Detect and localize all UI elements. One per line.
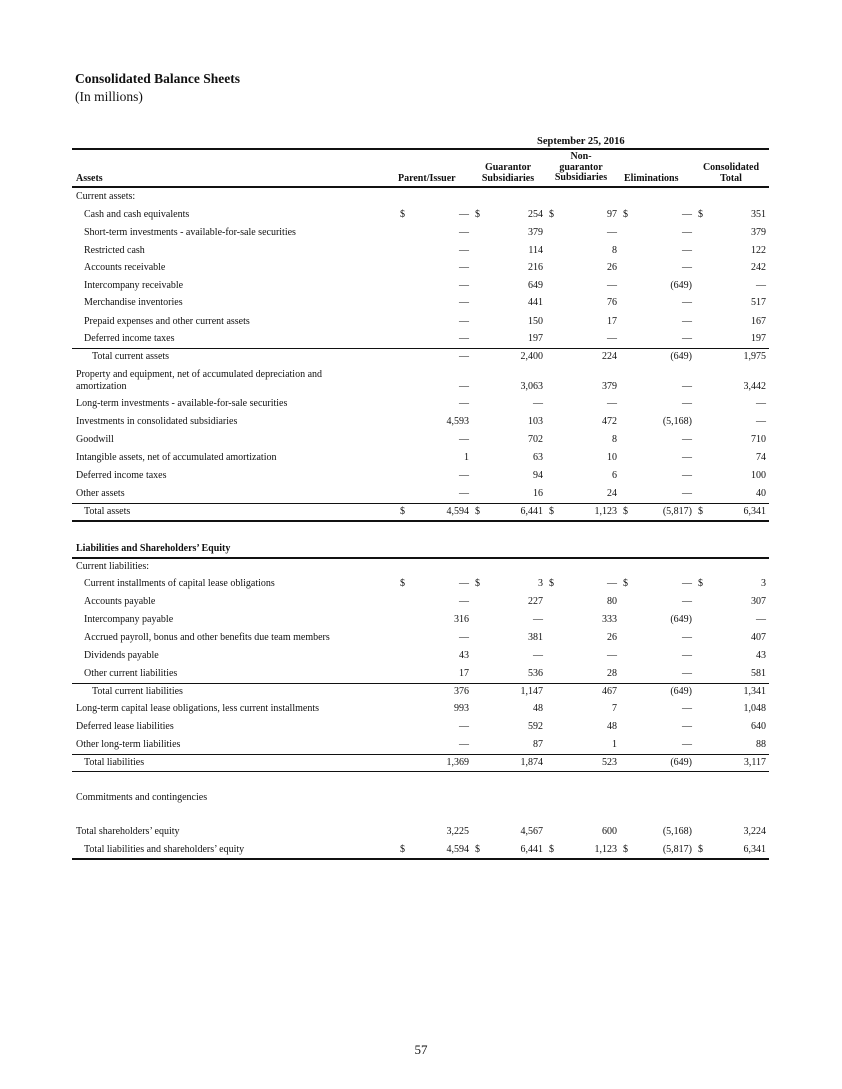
row-value: —: [682, 488, 692, 499]
column-header-nonguarantor: [550, 152, 612, 184]
dollar-sign: $: [549, 578, 554, 589]
row-value: —: [682, 632, 692, 643]
row-label: Cash and cash equivalents: [84, 209, 190, 220]
row-label: Intercompany receivable: [84, 280, 184, 291]
row-value: 536: [528, 668, 543, 679]
dollar-sign: $: [549, 844, 554, 855]
row-label: Current assets:: [76, 191, 136, 202]
row-value: —: [682, 578, 692, 589]
dollar-sign: $: [698, 506, 703, 517]
row-value: 381: [528, 632, 543, 643]
row-value: 4,594: [446, 506, 469, 517]
rule-before-total-current-liabilities: [72, 683, 769, 684]
row-label: Property and equipment, net of accumulated depreciation and amortization: [76, 369, 323, 392]
row-value: 63: [533, 452, 543, 463]
row-value: 216: [528, 262, 543, 273]
row-value: —: [682, 245, 692, 256]
row-value: —: [459, 262, 469, 273]
column-header-consolidated-line2: Total: [720, 172, 742, 184]
row-value: —: [607, 650, 617, 661]
row-label: Current liabilities:: [76, 561, 150, 572]
row-value: 4,594: [446, 844, 469, 855]
row-value: 1,123: [594, 844, 617, 855]
row-value: —: [533, 650, 543, 661]
row-value: 3,224: [743, 826, 766, 837]
row-value: 43: [459, 650, 469, 661]
row-label: Total liabilities: [84, 757, 145, 768]
row-value: 1,975: [743, 351, 766, 362]
row-value: (649): [670, 614, 692, 625]
row-label: Prepaid expenses and other current assets: [84, 316, 250, 327]
row-value: —: [459, 333, 469, 344]
row-value: 379: [602, 381, 617, 392]
row-value: 649: [528, 280, 543, 291]
row-value: —: [459, 632, 469, 643]
row-value: —: [682, 398, 692, 409]
row-value: —: [756, 398, 766, 409]
row-value: 467: [602, 686, 617, 697]
row-label: Deferred income taxes: [76, 470, 167, 481]
column-header-nonguarantor-line1: Non-: [570, 151, 592, 162]
column-header-parent: Parent/Issuer: [398, 173, 456, 184]
dollar-sign: $: [475, 209, 480, 220]
row-value: 3: [761, 578, 766, 589]
row-label: Investments in consolidated subsidiaries: [76, 416, 238, 427]
row-value: —: [682, 316, 692, 327]
row-value: —: [459, 488, 469, 499]
row-value: 48: [607, 721, 617, 732]
row-value: 76: [607, 297, 617, 308]
row-value: —: [682, 209, 692, 220]
row-value: —: [756, 416, 766, 427]
row-value: 10: [607, 452, 617, 463]
row-value: —: [607, 227, 617, 238]
row-value: (5,168): [662, 416, 692, 427]
row-value: —: [682, 434, 692, 445]
dollar-sign: $: [623, 209, 628, 220]
row-value: 7: [612, 703, 617, 714]
row-value: (649): [670, 351, 692, 362]
dollar-sign: $: [623, 844, 628, 855]
row-label: Other long-term liabilities: [76, 739, 181, 750]
row-label: Other assets: [76, 488, 125, 499]
row-value: 333: [602, 614, 617, 625]
row-label: Total current assets: [92, 351, 170, 362]
row-value: 523: [602, 757, 617, 768]
dollar-sign: $: [698, 578, 703, 589]
row-value: 80: [607, 596, 617, 607]
dollar-sign: $: [475, 844, 480, 855]
row-label: Accrued payroll, bonus and other benefits due team members: [84, 632, 330, 643]
row-value: 43: [756, 650, 766, 661]
page-subtitle: (In millions): [75, 89, 143, 104]
row-label: Restricted cash: [84, 245, 145, 256]
row-value: 441: [528, 297, 543, 308]
row-value: 1: [464, 452, 469, 463]
row-value: 4,567: [520, 826, 543, 837]
row-value: 97: [607, 209, 617, 220]
row-value: 3,225: [446, 826, 469, 837]
row-label: Other current liabilities: [84, 668, 178, 679]
column-header-guarantor-line1: Guarantor: [484, 162, 532, 173]
row-value: 224: [602, 351, 617, 362]
row-value: 1,048: [743, 703, 766, 714]
dollar-sign: $: [623, 578, 628, 589]
period-header: September 25, 2016: [537, 136, 625, 147]
row-value: 8: [612, 434, 617, 445]
row-value: 2,400: [520, 351, 543, 362]
row-value: 254: [528, 209, 543, 220]
row-value: 993: [454, 703, 469, 714]
row-value: 150: [528, 316, 543, 327]
row-value: —: [682, 739, 692, 750]
column-header-guarantor-line2: Subsidiaries: [481, 172, 535, 184]
row-value: 1,147: [520, 686, 543, 697]
row-value: 600: [602, 826, 617, 837]
row-value: —: [682, 668, 692, 679]
row-value: 3: [538, 578, 543, 589]
dollar-sign: $: [698, 844, 703, 855]
row-value: 592: [528, 721, 543, 732]
dollar-sign: $: [400, 844, 405, 855]
row-value: (5,817): [662, 506, 692, 517]
header-bottom-rule: [72, 186, 769, 188]
row-value: 122: [751, 245, 766, 256]
row-value: —: [459, 316, 469, 327]
rule-under-liabilities-heading: [72, 557, 769, 559]
row-value: —: [682, 650, 692, 661]
column-header-consolidated-line1: Consolidated: [702, 162, 760, 173]
dollar-sign: $: [400, 506, 405, 517]
row-value: —: [756, 280, 766, 291]
rule-before-total-current-assets: [72, 348, 769, 349]
row-value: 103: [528, 416, 543, 427]
row-value: 640: [751, 721, 766, 732]
page-title: Consolidated Balance Sheets: [75, 71, 241, 86]
row-value: —: [459, 381, 469, 392]
row-label: Long-term investments - available-for-sale securities: [76, 398, 288, 409]
row-value: 6: [612, 470, 617, 481]
row-label: Accounts payable: [84, 596, 156, 607]
row-label: Deferred income taxes: [84, 333, 175, 344]
row-value: —: [459, 351, 469, 362]
row-value: 407: [751, 632, 766, 643]
row-value: 8: [612, 245, 617, 256]
row-label: Total assets: [84, 506, 131, 517]
row-value: 197: [751, 333, 766, 344]
row-label: Intercompany payable: [84, 614, 174, 625]
row-label: Total current liabilities: [92, 686, 183, 697]
row-value: —: [459, 578, 469, 589]
column-header-consolidated: [697, 163, 765, 184]
row-value: 379: [528, 227, 543, 238]
dollar-sign: $: [400, 209, 405, 220]
row-value: 517: [751, 297, 766, 308]
column-header-guarantor: [478, 163, 538, 184]
row-value: 6,441: [520, 506, 543, 517]
row-value: 6,341: [743, 506, 766, 517]
row-value: —: [459, 434, 469, 445]
row-value: 88: [756, 739, 766, 750]
row-value: —: [682, 262, 692, 273]
row-label: Accounts receivable: [84, 262, 166, 273]
row-label: Intangible assets, net of accumulated amortization: [76, 452, 277, 463]
column-header-nonguarantor-line3: Subsidiaries: [554, 172, 608, 183]
row-value: —: [533, 398, 543, 409]
page-number: 57: [414, 1042, 428, 1057]
row-value: 307: [751, 596, 766, 607]
row-value: 1,874: [520, 757, 543, 768]
row-value: —: [682, 297, 692, 308]
row-value: 581: [751, 668, 766, 679]
row-value: —: [682, 381, 692, 392]
row-value: 702: [528, 434, 543, 445]
row-value: —: [682, 721, 692, 732]
row-value: 1: [612, 739, 617, 750]
row-value: —: [682, 703, 692, 714]
row-value: 376: [454, 686, 469, 697]
column-header-eliminations: Eliminations: [624, 173, 679, 184]
row-value: —: [756, 614, 766, 625]
row-label: Current installments of capital lease obligations: [84, 578, 275, 589]
row-value: (649): [670, 686, 692, 697]
row-value: 316: [454, 614, 469, 625]
dollar-sign: $: [549, 209, 554, 220]
column-header-assets: Assets: [76, 173, 103, 184]
row-value: 6,341: [743, 844, 766, 855]
row-value: 3,117: [743, 757, 766, 768]
row-value: 28: [607, 668, 617, 679]
row-value: 242: [751, 262, 766, 273]
row-value: —: [459, 721, 469, 732]
row-value: 40: [756, 488, 766, 499]
dollar-sign: $: [400, 578, 405, 589]
row-value: 100: [751, 470, 766, 481]
row-value: (5,817): [662, 844, 692, 855]
row-value: 17: [607, 316, 617, 327]
row-value: 26: [607, 262, 617, 273]
row-value: —: [459, 297, 469, 308]
rule-after-total-liabilities-and-equity: [72, 858, 769, 860]
dollar-sign: $: [623, 506, 628, 517]
row-value: 197: [528, 333, 543, 344]
row-value: 16: [533, 488, 543, 499]
row-value: —: [607, 280, 617, 291]
row-value: 1,369: [446, 757, 469, 768]
rule-before-total-liabilities: [72, 754, 769, 755]
row-value: —: [682, 596, 692, 607]
row-value: 48: [533, 703, 543, 714]
row-value: —: [459, 398, 469, 409]
row-value: —: [459, 227, 469, 238]
row-value: —: [682, 452, 692, 463]
row-value: —: [607, 333, 617, 344]
row-value: (5,168): [662, 826, 692, 837]
dollar-sign: $: [698, 209, 703, 220]
row-value: —: [607, 578, 617, 589]
row-value: —: [682, 470, 692, 481]
row-value: (649): [670, 280, 692, 291]
row-value: 1,341: [743, 686, 766, 697]
row-label: Liabilities and Shareholders’ Equity: [76, 543, 231, 554]
row-value: —: [682, 333, 692, 344]
row-value: 379: [751, 227, 766, 238]
row-value: 1,123: [594, 506, 617, 517]
row-value: 87: [533, 739, 543, 750]
row-value: —: [459, 739, 469, 750]
row-value: (649): [670, 757, 692, 768]
row-label: Dividends payable: [84, 650, 159, 661]
row-value: 3,442: [743, 381, 766, 392]
row-value: 167: [751, 316, 766, 327]
rule-after-total-liabilities: [72, 771, 769, 772]
row-value: —: [459, 209, 469, 220]
row-value: 3,063: [520, 381, 543, 392]
row-value: 4,593: [446, 416, 469, 427]
row-label: Merchandise inventories: [84, 297, 183, 308]
row-value: —: [459, 470, 469, 481]
dollar-sign: $: [549, 506, 554, 517]
row-value: 74: [756, 452, 766, 463]
row-value: 227: [528, 596, 543, 607]
row-value: 710: [751, 434, 766, 445]
row-value: 24: [607, 488, 617, 499]
row-value: —: [607, 398, 617, 409]
row-value: 114: [528, 245, 543, 256]
row-label: Total liabilities and shareholders’ equity: [84, 844, 245, 855]
row-value: —: [459, 280, 469, 291]
column-header-nonguarantor-line2: guarantor: [559, 161, 603, 173]
row-label: Commitments and contingencies: [76, 792, 208, 803]
dollar-sign: $: [475, 578, 480, 589]
row-label: Total shareholders’ equity: [76, 826, 180, 837]
row-value: —: [533, 614, 543, 625]
row-value: 94: [533, 470, 543, 481]
header-top-rule: [72, 148, 769, 150]
row-value: —: [459, 596, 469, 607]
row-value: —: [459, 245, 469, 256]
row-label: Goodwill: [76, 434, 114, 445]
rule-after-total-assets: [72, 520, 769, 522]
row-value: —: [682, 227, 692, 238]
row-value: 26: [607, 632, 617, 643]
rule-before-total-assets: [72, 503, 769, 504]
row-value: 17: [459, 668, 469, 679]
dollar-sign: $: [475, 506, 480, 517]
row-label: Long-term capital lease obligations, less current installments: [76, 703, 319, 714]
row-label: Short-term investments - available-for-sale securities: [84, 227, 296, 238]
row-value: 351: [751, 209, 766, 220]
row-value: 472: [602, 416, 617, 427]
row-value: 6,441: [520, 844, 543, 855]
row-label: Deferred lease liabilities: [76, 721, 174, 732]
